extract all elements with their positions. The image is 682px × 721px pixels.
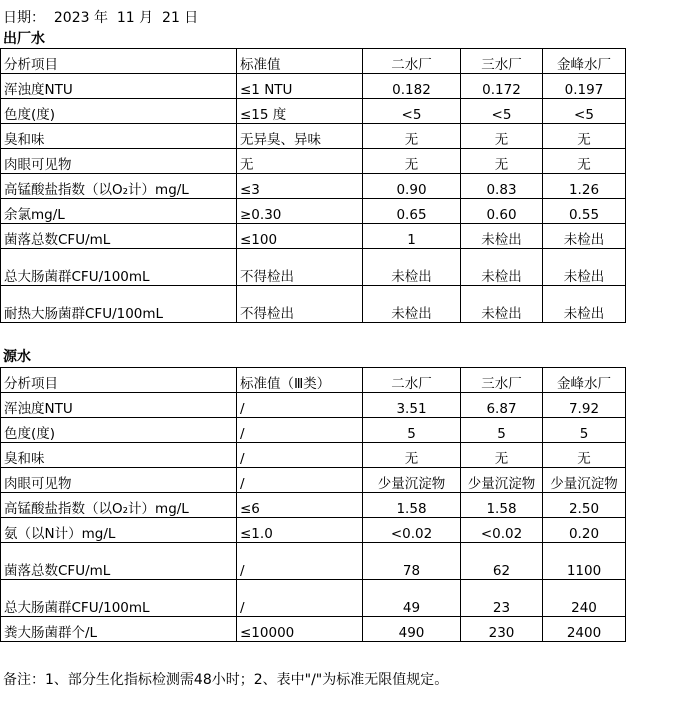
item-cell: 肉眼可见物 bbox=[1, 468, 237, 493]
value-cell: 78 bbox=[363, 543, 461, 580]
standard-cell: ≤1.0 bbox=[237, 518, 363, 543]
value-cell: 1.58 bbox=[461, 493, 543, 518]
table-row bbox=[1, 249, 626, 286]
value-cell: 少量沉淀物 bbox=[461, 468, 543, 493]
value-cell: 无 bbox=[543, 149, 626, 174]
table-row bbox=[1, 393, 626, 418]
item-cell: 色度(度) bbox=[1, 99, 237, 124]
value-cell: 无 bbox=[543, 443, 626, 468]
item-cell: 肉眼可见物 bbox=[1, 149, 237, 174]
value-cell: 少量沉淀物 bbox=[543, 468, 626, 493]
value-cell: 无 bbox=[543, 124, 626, 149]
value-cell: 5 bbox=[363, 418, 461, 443]
table-row bbox=[1, 418, 626, 443]
table-row bbox=[1, 468, 626, 493]
item-cell: 色度(度) bbox=[1, 418, 237, 443]
value-cell: 49 bbox=[363, 580, 461, 617]
value-cell: 6.87 bbox=[461, 393, 543, 418]
header-cell: 金峰水厂 bbox=[543, 49, 626, 74]
table-row bbox=[1, 580, 626, 617]
value-cell: 0.83 bbox=[461, 174, 543, 199]
table-row bbox=[1, 99, 626, 124]
value-cell: 5 bbox=[461, 418, 543, 443]
value-cell: 1 bbox=[363, 224, 461, 249]
footnote: 备注：1、部分生化指标检测需48小时；2、表中"/"为标准无限值规定。 bbox=[3, 672, 449, 688]
standard-cell: ≤15 度 bbox=[237, 99, 363, 124]
value-cell: <5 bbox=[543, 99, 626, 124]
table-row bbox=[1, 617, 626, 642]
value-cell: 1100 bbox=[543, 543, 626, 580]
value-cell: 230 bbox=[461, 617, 543, 642]
value-cell: 0.55 bbox=[543, 199, 626, 224]
standard-cell: ≤100 bbox=[237, 224, 363, 249]
value-cell: 490 bbox=[363, 617, 461, 642]
value-cell: 1.26 bbox=[543, 174, 626, 199]
table-row bbox=[1, 286, 626, 323]
value-cell: 0.172 bbox=[461, 74, 543, 99]
standard-cell: / bbox=[237, 580, 363, 617]
value-cell: 0.182 bbox=[363, 74, 461, 99]
value-cell: <0.02 bbox=[363, 518, 461, 543]
item-cell: 臭和味 bbox=[1, 443, 237, 468]
standard-cell: ≤1 NTU bbox=[237, 74, 363, 99]
value-cell: 7.92 bbox=[543, 393, 626, 418]
header-cell: 二水厂 bbox=[363, 49, 461, 74]
value-cell: 23 bbox=[461, 580, 543, 617]
table-header-row bbox=[1, 368, 626, 393]
treated-water-table bbox=[0, 48, 626, 323]
value-cell: 3.51 bbox=[363, 393, 461, 418]
item-cell: 粪大肠菌群个/L bbox=[1, 617, 237, 642]
item-cell: 余氯mg/L bbox=[1, 199, 237, 224]
report-date: 日期： 2023 年 11 月 21 日 bbox=[3, 10, 199, 26]
value-cell: 无 bbox=[461, 149, 543, 174]
value-cell: 未检出 bbox=[543, 224, 626, 249]
table-header-row bbox=[1, 49, 626, 74]
table-row bbox=[1, 174, 626, 199]
header-cell: 标准值（Ⅲ类） bbox=[237, 368, 363, 393]
item-cell: 氨（以N计）mg/L bbox=[1, 518, 237, 543]
table-row bbox=[1, 124, 626, 149]
value-cell: 5 bbox=[543, 418, 626, 443]
value-cell: <5 bbox=[461, 99, 543, 124]
standard-cell: 不得检出 bbox=[237, 249, 363, 286]
value-cell: 0.20 bbox=[543, 518, 626, 543]
table-row bbox=[1, 543, 626, 580]
value-cell: 未检出 bbox=[543, 286, 626, 323]
value-cell: 无 bbox=[461, 124, 543, 149]
value-cell: 少量沉淀物 bbox=[363, 468, 461, 493]
value-cell: 240 bbox=[543, 580, 626, 617]
header-cell: 三水厂 bbox=[461, 368, 543, 393]
standard-cell: ≤10000 bbox=[237, 617, 363, 642]
value-cell: 0.65 bbox=[363, 199, 461, 224]
value-cell: 无 bbox=[363, 124, 461, 149]
value-cell: 2.50 bbox=[543, 493, 626, 518]
section-title-treated-water: 出厂水 bbox=[3, 31, 45, 47]
value-cell: 未检出 bbox=[461, 286, 543, 323]
value-cell: 0.60 bbox=[461, 199, 543, 224]
item-cell: 耐热大肠菌群CFU/100mL bbox=[1, 286, 237, 323]
table-row bbox=[1, 443, 626, 468]
header-cell: 二水厂 bbox=[363, 368, 461, 393]
value-cell: 未检出 bbox=[543, 249, 626, 286]
source-water-table bbox=[0, 367, 626, 642]
standard-cell: / bbox=[237, 393, 363, 418]
table-row bbox=[1, 149, 626, 174]
value-cell: 未检出 bbox=[363, 249, 461, 286]
standard-cell: / bbox=[237, 443, 363, 468]
table-row bbox=[1, 74, 626, 99]
standard-cell: / bbox=[237, 468, 363, 493]
item-cell: 高锰酸盐指数（以O₂计）mg/L bbox=[1, 174, 237, 199]
item-cell: 浑浊度NTU bbox=[1, 74, 237, 99]
header-cell: 标准值 bbox=[237, 49, 363, 74]
value-cell: 无 bbox=[363, 149, 461, 174]
value-cell: 未检出 bbox=[461, 249, 543, 286]
value-cell: 0.197 bbox=[543, 74, 626, 99]
value-cell: <5 bbox=[363, 99, 461, 124]
standard-cell: 不得检出 bbox=[237, 286, 363, 323]
table-row bbox=[1, 493, 626, 518]
standard-cell: / bbox=[237, 418, 363, 443]
value-cell: 未检出 bbox=[363, 286, 461, 323]
item-cell: 总大肠菌群CFU/100mL bbox=[1, 580, 237, 617]
standard-cell: ≥0.30 bbox=[237, 199, 363, 224]
section-title-source-water: 源水 bbox=[3, 349, 31, 365]
value-cell: 62 bbox=[461, 543, 543, 580]
value-cell: 无 bbox=[461, 443, 543, 468]
value-cell: 1.58 bbox=[363, 493, 461, 518]
table-row bbox=[1, 224, 626, 249]
standard-cell: ≤6 bbox=[237, 493, 363, 518]
value-cell: 无 bbox=[363, 443, 461, 468]
header-cell: 三水厂 bbox=[461, 49, 543, 74]
header-cell: 分析项目 bbox=[1, 49, 237, 74]
standard-cell: 无异臭、异味 bbox=[237, 124, 363, 149]
item-cell: 高锰酸盐指数（以O₂计）mg/L bbox=[1, 493, 237, 518]
value-cell: 未检出 bbox=[461, 224, 543, 249]
standard-cell: ≤3 bbox=[237, 174, 363, 199]
table-row bbox=[1, 518, 626, 543]
value-cell: 2400 bbox=[543, 617, 626, 642]
value-cell: <0.02 bbox=[461, 518, 543, 543]
item-cell: 菌落总数CFU/mL bbox=[1, 543, 237, 580]
header-cell: 金峰水厂 bbox=[543, 368, 626, 393]
standard-cell: / bbox=[237, 543, 363, 580]
standard-cell: 无 bbox=[237, 149, 363, 174]
header-cell: 分析项目 bbox=[1, 368, 237, 393]
item-cell: 浑浊度NTU bbox=[1, 393, 237, 418]
item-cell: 总大肠菌群CFU/100mL bbox=[1, 249, 237, 286]
item-cell: 菌落总数CFU/mL bbox=[1, 224, 237, 249]
value-cell: 0.90 bbox=[363, 174, 461, 199]
table-row bbox=[1, 199, 626, 224]
item-cell: 臭和味 bbox=[1, 124, 237, 149]
